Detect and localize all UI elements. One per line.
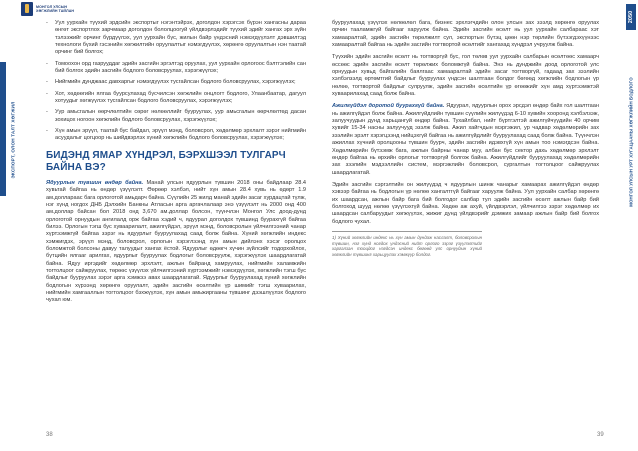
right-column	[332, 20, 599, 257]
lead-text: Манай улсын ядуурлын түвшин 2018 оны байдлаар 28.4 хувьтай байгаа нь өндөр үзүүлэлт. Өөрөөр хэлбэл, нийт хүн амын 28.4 хувь нь өдөрт 1.9 ам.доллараас бага орлоготой амьдарч байна. Сүүлийн 25 жилд манай эдийн засаг хурдацтай түлж, нэг хүнд ногдох ДНБ Дэлхийн Банкны Атласын арга аргачлалаар энэ үзүүлэлт нь 2000 онд 400 ам.доллар байсан бол 2018 онд 3,670 ам.доллар болсон, түүнчлэн Монгол Улс доод-дунд орлоготой орнуудын ангилалд орж байгаа хэдий ч, ядуурал доголдох түвшинд буурахгүй байгаа билээ. Орлогын тэгш бус хуваарилалт, ажилгүйдэл, эрүүл мэнд, боловсролын үйлчилгээний чанар хүртээмжгүй байгаа зэрэг нь ядуурлыг бууруулахад саад болж байна. Хүний хөгжлийн индекс хэмжигдэх, эрүүл мэнд, боловсрол, орлогын хэрэглээнд хүн амын дийлэнх хэсэг оролцох боломжтой болсоны давуу талуудыг хангах ёстой. Ядуурлыг өдөөгч хүчин зүйлсийг тодорхойлох, бүтцийн ялгааг арилгах, ядуурлыг бууруулах бодлогыг боловсруулж, хэрэгжүүлэх шаардлагатай байна. Ядуу иргэдийг хөдөлмөр эрхлэлт, ажлын байранд хамруулах, нийгмийн халамжийн тогтолцоог сайжруулах, төрөөс үзүүлэх үйлчилгээний хүртээмжийг нэмэгдүүлэх, хөгжлийн тэгш бус байдлыг бууруулах зэрэг арга хэмжээ авах шаардлагатай. Ядуурлыг бууруулахад хүний хөгжлийн бодлогын хүрээнд хөрөнгө оруулалт, эдийн засгийн өсөлтийн үр шимийг тэгш хуваарилах, нийгмийн хамгааллын тогтолцоог бэхжүүлэх, хүн амын амьжиргааны түвшинг дээшлүүлэх бодлого чухал юм.	[46, 179, 306, 304]
page-number-right: 39	[597, 432, 604, 438]
list-item: - Хот, хөдөөгийн ялгаа буурсулахад бүсчилсэн хөгжлийн онцлогт бодлого, Улаанбаатар, дагуул хотуудыг хөгжүүлэх тусгайлсан бодлого боловсруулах, хэрэгжүүлэх;	[46, 91, 306, 106]
emblem-icon	[21, 2, 33, 16]
paragraph-4: Эдийн засгийн сэргэлтийн он жилүүдэд ч ядуурлын шинж чанарыг хамаарах ажилгүйдэл өндөр хэвээр байгаа нь бодлогын үр нөлөө хангалтгүй байгааг харуулж байна. Уул уурхайн салбар хөрөнгө их шаардсан, ажлын байр бага бий болгодог салбар тул эдийн засгийн өсөлт ажлын байр бий болгоход шууд нөлөө үзүүлэхгүй байна. Хөдөө аж ахуй, үйлдвэрлэл, үйлчилгээ зэрэг хөдөлмөр их шаардсан салбаруудыг хөгжүүлэх, жижиг дунд үйлдвэрийг дэмжих замаар ажлын байр бий болгох бодлого чухал.	[332, 181, 599, 225]
logo-line-1: МОНГОЛ УЛСЫН	[36, 4, 68, 9]
paragraph-2: Түүхийн эдийн засгийн өсөлт нь тогтворгүй бус, гол төлөв уул уурхайн салбарын өсөлтөөс хамаарч өссөөс эдийн засгийн өсөлт төрөлжих боломжгүй байна. Энэ нь дунджийн доод орлоготой улс орнуудын хувьд байгалийн баялгаас хамааралтай эдийн засаг тогтворгүй, гадаад зах зээлийн хэлбэлзэлд өртөмтгий байдлыг бууруулах үндсэн шалтгаан болдог бөгөөд хөгжлийн бодлогын үр нөлөө, тогтвортой байдлыг сулруулж, эдийн засгийн өсөлтийн үр өгөөжийг хүн амд хүртээмжтэй хуваарилахад саад болж байна.	[332, 54, 599, 98]
section-heading: БИДЭНД ЯМАР ХҮНДРЭЛ, БЭРХШЭЭЛ ТУЛГАРЧ БАЙНА ВЭ?	[46, 149, 286, 173]
lead-paragraph	[46, 180, 306, 305]
lead-bold: Ядуурлын түвшин өндөр байна.	[46, 179, 144, 186]
list-item: - Нийгмийн дунджаас давхаргыг нэмэгдүүлэх тусгайлсан бодлого боловсруулах, хэрэгжүүлэх;	[46, 79, 306, 86]
list-item: - Уур амьсгалын өөрчлөлтийн сөрөг нөлөөллийг бууруулах, уур амьсгалын өөрчлөлтөд дасан зохицох ногоон хөгжлийн бодлого боловсруулах, хэрэгжүүлэх;	[46, 109, 306, 124]
bullet-list	[46, 20, 306, 143]
report-logo	[21, 2, 74, 16]
left-section-label	[8, 100, 18, 180]
list-item: - Хүн амын эрүүл, таатай бус байдал, эрүүл мэнд, боловсрол, хөдөлмөр эрхлалт зэрэг нийгмийн асуудалыг цогцоор нь шийдвэрлэх хүний хөгжлийн бодлого боловсруулах, хэрэгжүүлэх;	[46, 128, 306, 143]
page-number-left: 38	[46, 432, 53, 438]
paragraph-1: бууруулахад үзүүлэх нөлөөлөл бага, бизнес эрхлэгчдийн олон улсын зах зээлд хөрөнгө оруулах орчин тааламжгүй байгааг харуулж байна. Эдийн засгийн өсөлт нь уул уурхайн салбараас хэт хамааралтай, эдийн засгийн төрөлжилт сул, экспортын бүтэц цөөн нэр төрлийн бүтээгдэхүүнээс хамааралтай байгаа нь эдийн засгийн тогтвортой өсөлтийг хангахад хүндрэл учруулж байна.	[332, 20, 599, 49]
footnote: 1) Хүний хөгжлийн индекс нь хүн амын дундаж наслалт, боловсролын түвшин, нэг хүнд ногдох үндэсний нийт орлого зэрэг үзүүлэлтийг харгалзан тооцдог нэгдсэн индекс бөгөөд улс орнуудын хүний хөгжлийн түвшинг харьцуулах хэмжүүр болдог.	[332, 231, 482, 257]
paragraph-3	[332, 103, 599, 176]
logo-text	[36, 5, 74, 13]
paragraph-3-bold: Ажилгүйдэл доротой буурахгүй байна.	[332, 103, 445, 110]
year-badge	[626, 4, 636, 30]
year-text: 2050	[628, 10, 634, 24]
right-section-text: МОНГОЛ УЛСЫН УРТ ХУГАЦААНЫ ХӨГЖЛИЙН БОДЛОГО	[628, 77, 634, 207]
left-column	[46, 20, 306, 305]
right-section-label	[626, 34, 636, 250]
list-item: - Томоохон орд газрууддаг эдийн засгийн эргэлтэд оруулах, уул уурхайн орлогоос бэлтгэлийн сан бий болгох эдийн засгийн бодлого боловсруулах, хэрэгжүүлэх;	[46, 61, 306, 76]
left-section-text: ЭКСПОРТ, ОЛОН ТАЛТ ХӨГЖИЛ	[10, 101, 16, 179]
left-color-band	[0, 62, 6, 196]
paragraph-3-text: Ядуурал, ядуурлын орох эрсдэл өндөр байх гол шалтгаан нь ажилгүйдэл болж байна. Ажилгүйдлийн түвшин сүүлийн жилүүдэд 6-10 хувийн хооронд хэлбэлзэж, залуучуудын дунд харьцангуй өндөр байна. Тухайлбал, нийт бүртгэлтэй ажилгүйчүүдийн 40 орчим хувийг 15-34 насны залуучууд эзэлж байна. Ажил хайгчдын мэргэжил, ур чадвар хөдөлмөрийн зах зээлийн эрэлт хэрэгцээнд нийцэхгүй байгаа нь ажилгүйдлийг бууруулахад саад болж байна. Түүнчлэн ажиллах хүчний оролцооны түвшин буурч, эдийн засгийн идэвхгүй хүн амын тоо нэмэгдсэн байна. Хөдөлмөрийн бүтээмж бага, ажлын байрны чанар муу, албан бус сектор дахь хөдөлмөр эрхлэлт өндөр байгаа нь өрхийн орлогыг тогтворгүй болгож байна. Ажилгүйдлийг бууруулахад хөдөлмөрийн зах зээлийн мэдээллийн систем, мэргэжлийн боловсрол, сургалтын тогтолцоог сайжруулах шаардлагатай.	[332, 103, 599, 176]
logo-line-2: ХӨГЖЛИЙН ТАЙЛАН	[36, 9, 75, 13]
list-item: - Уул уурхайн түүхий эрдсийн экспортыг нэгэнтэйрэх, доголдон хэрэгсэх бүрэн хангасны дараа өнгөт экспортлох зарчмаар доголдон бололцоогуй үйлдвэрлэдийг түүхий эдийг хангах эрх зүйн тэлээжийг орчинг бүрдүүлэх, уул уурхайн бүс, жилын байр үндэсний нэмэгдүүлэлт дэвшилтэд технологи бүхий гэсэнийн хөгжилтийн оруулалтыг нэмэгдүүлэх, хөрөнгө оруулалтын нэн таатай орчинг бий болгох;	[46, 20, 306, 57]
